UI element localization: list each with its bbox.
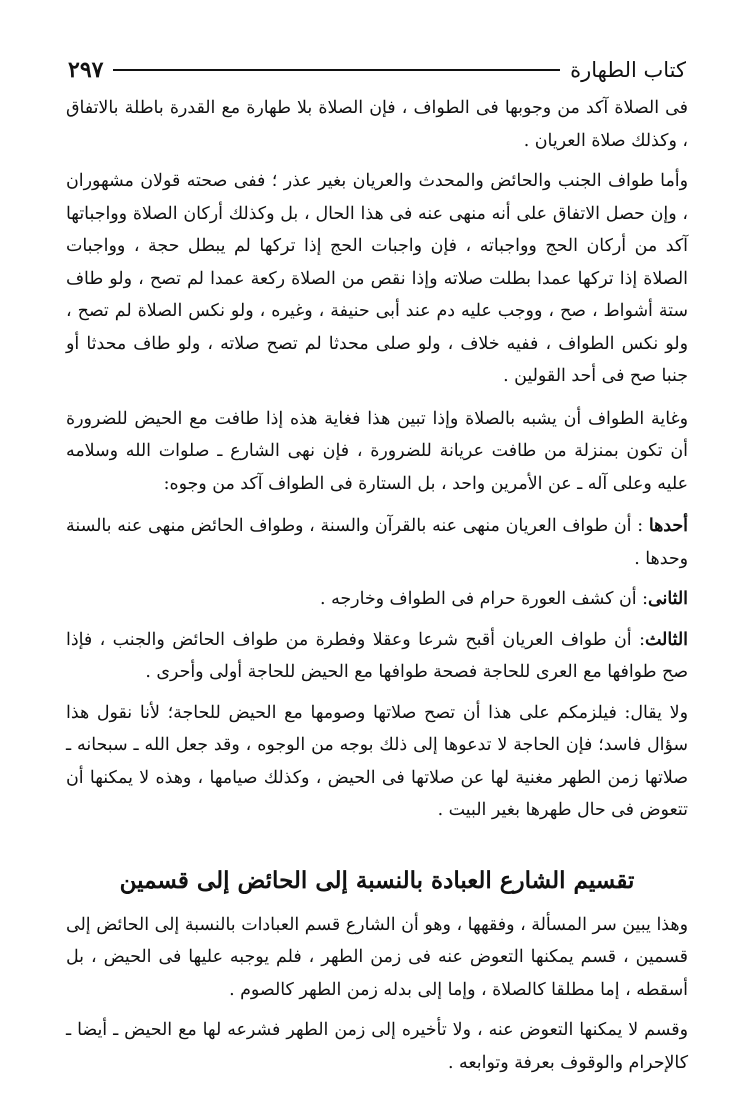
- page-number: ٢٩٧: [68, 57, 104, 83]
- paragraph-text: ولا يقال: فيلزمكم على هذا أن تصح صلاتها وصومها مع الحيض للحاجة؛ لأنا نقول هذا سؤال فاسد؛ فإن الحاجة لا تدعوها إلى ذلك بوجه من الوجوه ، وقد جعل الله ـ سبحانه ـ صلاتها زمن الطهر مغنية لها عن صلاتها فى الحيض ، وكذلك صيامها ، وهذه لا يمكنها أن تتعوض فى حال طهرها بغير البيت .: [66, 702, 688, 820]
- paragraph-lead: الثانى: [647, 589, 688, 609]
- paragraph: [66, 403, 688, 501]
- section-heading: تقسيم الشارع العبادة بالنسبة إلى الحائض إلى قسمين: [119, 866, 635, 894]
- paragraph-text: وغاية الطواف أن يشبه بالصلاة وإذا تبين هذا فغاية هذه إذا طافت مع الحيض للضرورة أن تكون بمنزلة من طافت عريانة للضرورة ، فإن نهى الشارع ـ صلوات الله وسلامه عليه وعلى آله ـ عن الأمرين واحد ، بل الستارة فى الطواف آكد من وجوه:: [66, 408, 688, 494]
- paragraph: [66, 1014, 688, 1079]
- paragraph: [66, 624, 688, 689]
- header-rule: [113, 69, 560, 71]
- book-title: كتاب الطهارة: [570, 58, 686, 82]
- paragraph: [66, 165, 688, 393]
- paragraph-text: وقسم لا يمكنها التعوض عنه ، ولا تأخيره إلى زمن الطهر فشرعه لها مع الحيض ـ أيضا ـ كالإحرام والوقوف بعرفة وتوابعه .: [66, 1020, 688, 1073]
- paragraph-text: : أن كشف العورة حرام فى الطواف وخارجه .: [320, 589, 648, 609]
- page-body: [66, 92, 688, 1087]
- paragraph-lead: الثالث: [644, 629, 688, 650]
- paragraph: [66, 909, 688, 1007]
- paragraph-text: : أن طواف العريان أقبح شرعا وعقلا وفطرة من طواف الحائض والجنب ، فإذا صح طوافها مع العرى للحاجة فصحة طوافها مع الحيض للحاجة أولى وأحرى .: [66, 629, 688, 682]
- paragraph-text: : أن طواف العريان منهى عنه بالقرآن والسنة ، وطواف الحائض منهى عنه بالسنة وحدها .: [66, 516, 688, 569]
- paragraph: [66, 583, 688, 616]
- running-header: [68, 52, 686, 88]
- paragraph-lead: أحدها: [648, 516, 688, 536]
- paragraph: [66, 697, 688, 827]
- paragraph-text: فى الصلاة آكد من وجوبها فى الطواف ، فإن الصلاة بلا طهارة مع القدرة باطلة بالاتفاق ، وكذلك صلاة العريان .: [66, 98, 688, 151]
- paragraph-text: وأما طواف الجنب والحائض والمحدث والعريان بغير عذر ؛ ففى صحته قولان مشهوران ، وإن حصل الاتفاق على أنه منهى عنه فى هذا الحال ، بل وكذلك أركان الصلاة وواجباتها آكد من أركان الحج وواجباته ، فإن واجبات الحج إذا تركها لم يبطل حجة ، وواجبات الصلاة إذا تركها عمدا بطلت صلاته وإذا نقص من الصلاة ركعة عمدا لم تصح ، ولو طاف ستة أشواط ، صح ، ووجب عليه دم عند أبى حنيفة ، وغيره ، ولو نكس الصلاة لم تصح ، ولو نكس الطواف ، ففيه خلاف ، ولو صلى محدثا لم تصح صلاته ، ولو طاف محدثا أو جنبا صح فى أحد القولين .: [66, 171, 688, 386]
- paragraph-text: وهذا يبين سر المسألة ، وفقهها ، وهو أن الشارع قسم العبادات بالنسبة إلى الحائض إلى قسمين ، قسم يمكنها التعوض عنه فى زمن الطهر ، فلم يوجبه عليها فى الحيض ، بل أسقطه ، إما مطلقا كالصلاة ، وإما إلى بدله زمن الطهر كالصوم .: [66, 914, 688, 1000]
- paragraph: [66, 510, 688, 575]
- paragraph: [66, 92, 688, 157]
